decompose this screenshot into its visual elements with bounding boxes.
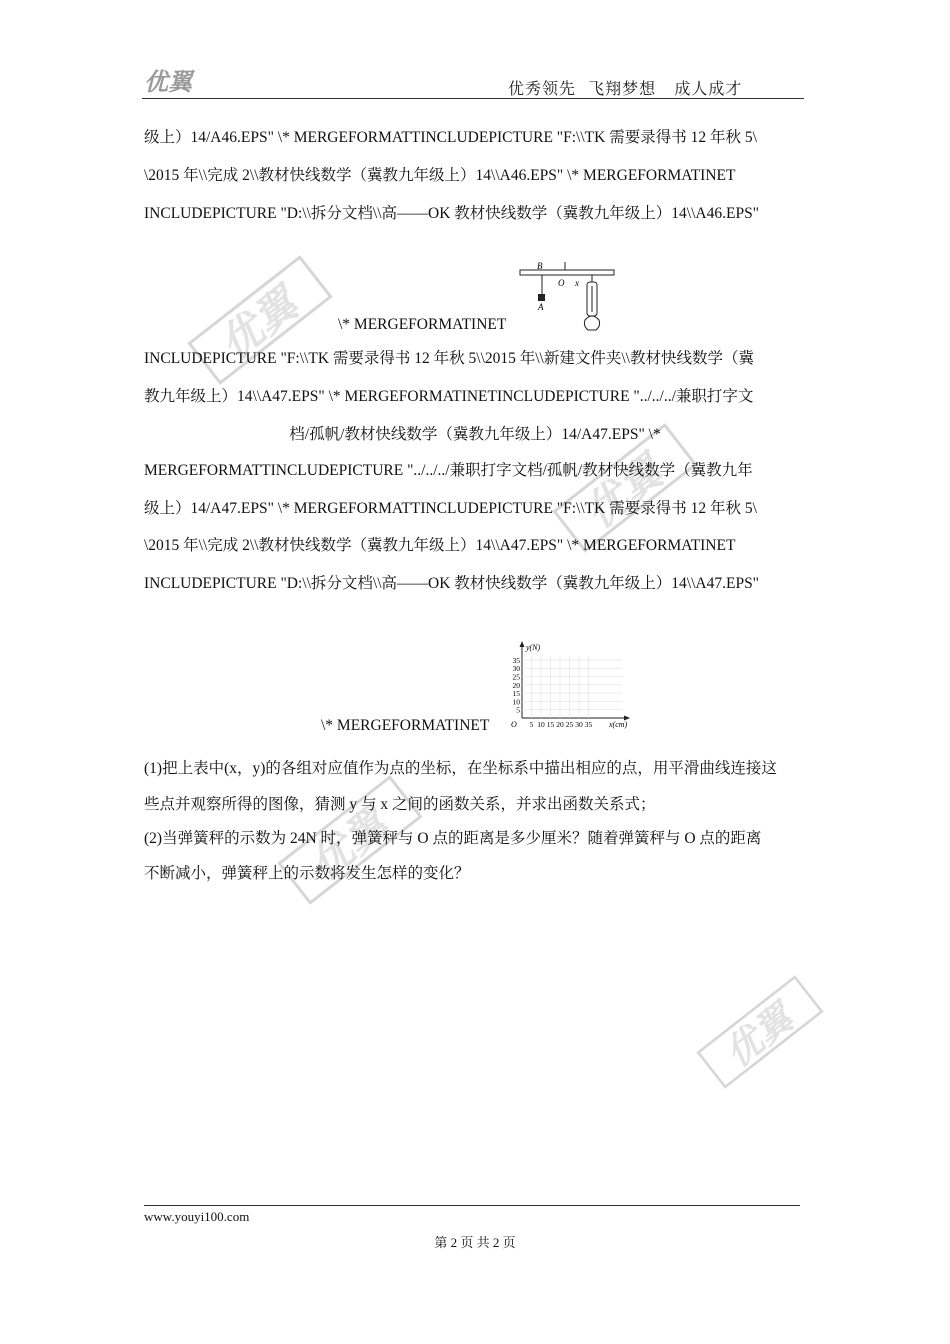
x-tick-label: 35	[584, 720, 593, 729]
y-tick-label: 5	[516, 705, 520, 715]
label-O: O	[558, 278, 565, 288]
field-code-caption: \* MERGEFORMATINET	[338, 316, 507, 333]
x-tick-label: 20	[556, 720, 564, 729]
label-A: A	[538, 302, 544, 312]
text-line: INCLUDEPICTURE "D:\\拆分文档\\高——OK 教材快线数学（冀教九年级上）14\\A47.EPS"	[144, 575, 760, 592]
question-2-line-1: (2)当弹簧秤的示数为 24N 时，弹簧秤与 O 点的距离是多少厘米？随着弹簧秤与 O 点的距离	[144, 830, 762, 847]
y-tick-label: 20	[512, 680, 520, 690]
text-line: \2015 年\\完成 2\\教材快线数学（冀教九年级上）14\\A46.EPS" \* MERGEFORMATINET	[144, 167, 736, 184]
x-tick-label: 5	[529, 720, 534, 729]
x-tick-label: 30	[575, 720, 583, 729]
text-line: 级上）14/A47.EPS" \* MERGEFORMATTINCLUDEPICTURE "F:\\TK 需要录得书 12 年秋 5\	[144, 500, 757, 517]
text-line: \2015 年\\完成 2\\教材快线数学（冀教九年级上）14\\A47.EPS" \* MERGEFORMATINET	[144, 537, 736, 554]
logo-text: 优翼	[144, 68, 192, 96]
question-2-line-2: 不断减小，弹簧秤上的示数将发生怎样的变化？	[144, 865, 470, 882]
text-line: 级上）14/A46.EPS" \* MERGEFORMATTINCLUDEPICTURE "F:\\TK 需要录得书 12 年秋 5\	[144, 129, 757, 146]
text-line: INCLUDEPICTURE "D:\\拆分文档\\高——OK 教材快线数学（冀教九年级上）14\\A46.EPS"	[144, 205, 760, 222]
x-axis-label: x(cm)	[609, 720, 628, 729]
label-B: B	[537, 261, 543, 271]
origin-label: O	[511, 720, 517, 729]
y-tick-label: 10	[512, 697, 520, 707]
svg-text:优翼: 优翼	[300, 799, 397, 890]
text-line: MERGEFORMATTINCLUDEPICTURE "../../../兼职打字文档/孤帆/教材快线数学（冀教九年	[144, 462, 753, 479]
x-tick-label: 10	[537, 720, 545, 729]
question-1-line-1: (1)把上表中(x，y)的各组对应值作为点的坐标，在坐标系中描出相应的点，用平滑曲线连接这	[144, 760, 777, 777]
y-tick-label: 35	[512, 655, 520, 665]
header-rule	[142, 98, 804, 99]
y-tick-label: 15	[512, 689, 520, 699]
text-line: 档/孤帆/教材快线数学（冀教九年级上）14/A47.EPS" \*	[289, 426, 661, 443]
field-code-caption: \* MERGEFORMATINET	[321, 717, 490, 734]
footer-rule	[144, 1205, 800, 1206]
question-1-line-2: 些点并观察所得的图像，猜测 y 与 x 之间的函数关系，并求出函数关系式；	[144, 796, 656, 813]
header-motto: 优秀领先 飞翔梦想 成人成才	[508, 79, 743, 98]
youyi-logo	[142, 66, 220, 96]
label-x: x	[575, 278, 579, 288]
y-axis-label: y(N)	[526, 643, 541, 652]
text-line: INCLUDEPICTURE "F:\\TK 需要录得书 12 年秋 5\\2015 年\\新建文件夹\\教材快线数学（冀	[144, 350, 754, 367]
y-tick-label: 25	[512, 672, 520, 682]
watermark-logo	[180, 240, 340, 400]
y-tick-label: 30	[512, 664, 520, 674]
page-number: 第 2 页 共 2 页	[434, 1235, 516, 1250]
watermark-logo	[690, 962, 830, 1102]
x-tick-label: 15	[546, 720, 555, 729]
lever-figure	[518, 258, 616, 334]
coordinate-grid-figure	[505, 638, 645, 734]
svg-text:优翼: 优翼	[716, 996, 801, 1076]
text-line: 教九年级上）14\\A47.EPS" \* MERGEFORMATINETINCLUDEPICTURE "../../../兼职打字文	[144, 388, 754, 405]
y-axis-arrow	[520, 641, 525, 647]
x-tick-label: 25	[565, 720, 574, 729]
svg-text:优翼: 优翼	[575, 447, 672, 538]
svg-text:优翼: 优翼	[210, 279, 307, 370]
footer-url: www.youyi100.com	[144, 1209, 250, 1224]
